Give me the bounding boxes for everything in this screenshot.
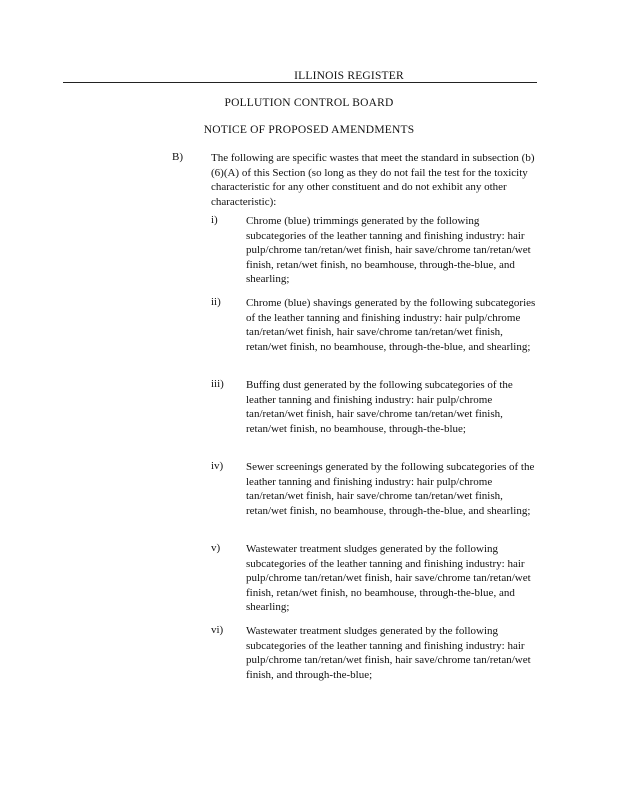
header-rule xyxy=(63,82,537,83)
register-title: ILLINOIS REGISTER xyxy=(294,70,404,82)
item-text: Wastewater treatment sludges generated by the following subcategories of the leather tanning and finishing industry: hair pulp/chrome tan/retan/wet finish, hair save/chrome tan/retan/wet finish, retan/wet finish, no beamhouse, through-the-blue, and shearling; xyxy=(246,543,531,614)
section-text: The following are specific wastes that meet the standard in subsection (b)(6)(A) of this Section (so long as they do not fail the test for the toxicity characteristic for any other constituent and do not exhibit any other characteristic): xyxy=(211,152,535,208)
item-text: Chrome (blue) trimmings generated by the following subcategories of the leather tanning and finishing industry: hair pulp/chrome tan/retan/wet finish, hair save/chrome tan/retan/wet finish, retan/wet finish, no beamhouse, through-the-blue, and shearling; xyxy=(246,215,531,286)
item-text: Buffing dust generated by the following subcategories of the leather tanning and finishing industry: hair pulp/chrome tan/retan/wet finish, hair save/chrome tan/retan/wet finish, retan/wet finish, no beamhouse, through-the-blue; xyxy=(246,379,513,435)
item-number: iii) xyxy=(211,378,224,390)
item-text: Wastewater treatment sludges generated by the following subcategories of the leather tanning and finishing industry: hair pulp/chrome tan/retan/wet finish, hair save/chrome tan/retan/wet finish, and through-the-blue; xyxy=(246,625,531,681)
board-title: POLLUTION CONTROL BOARD xyxy=(224,97,394,109)
item-number: iv) xyxy=(211,460,224,472)
section-label: B) xyxy=(172,151,183,163)
notice-title: NOTICE OF PROPOSED AMENDMENTS xyxy=(203,124,415,136)
item-text: Chrome (blue) shavings generated by the following subcategories of the leather tanning and finishing industry: hair pulp/chrome tan/retan/wet finish, hair save/chrome tan/retan/wet finish, retan/wet finish, no beamhouse, through-the-blue, and shearling; xyxy=(246,297,536,353)
item-text: Sewer screenings generated by the following subcategories of the leather tanning and finishing industry: hair pulp/chrome tan/retan/wet finish, hair save/chrome tan/retan/wet finish, retan/wet finish, no beamhouse, through-the-blue, and shearling; xyxy=(246,461,535,517)
item-number: vi) xyxy=(211,624,224,636)
item-number: ii) xyxy=(211,296,221,308)
item-number: v) xyxy=(211,542,221,554)
item-number: i) xyxy=(211,214,218,226)
